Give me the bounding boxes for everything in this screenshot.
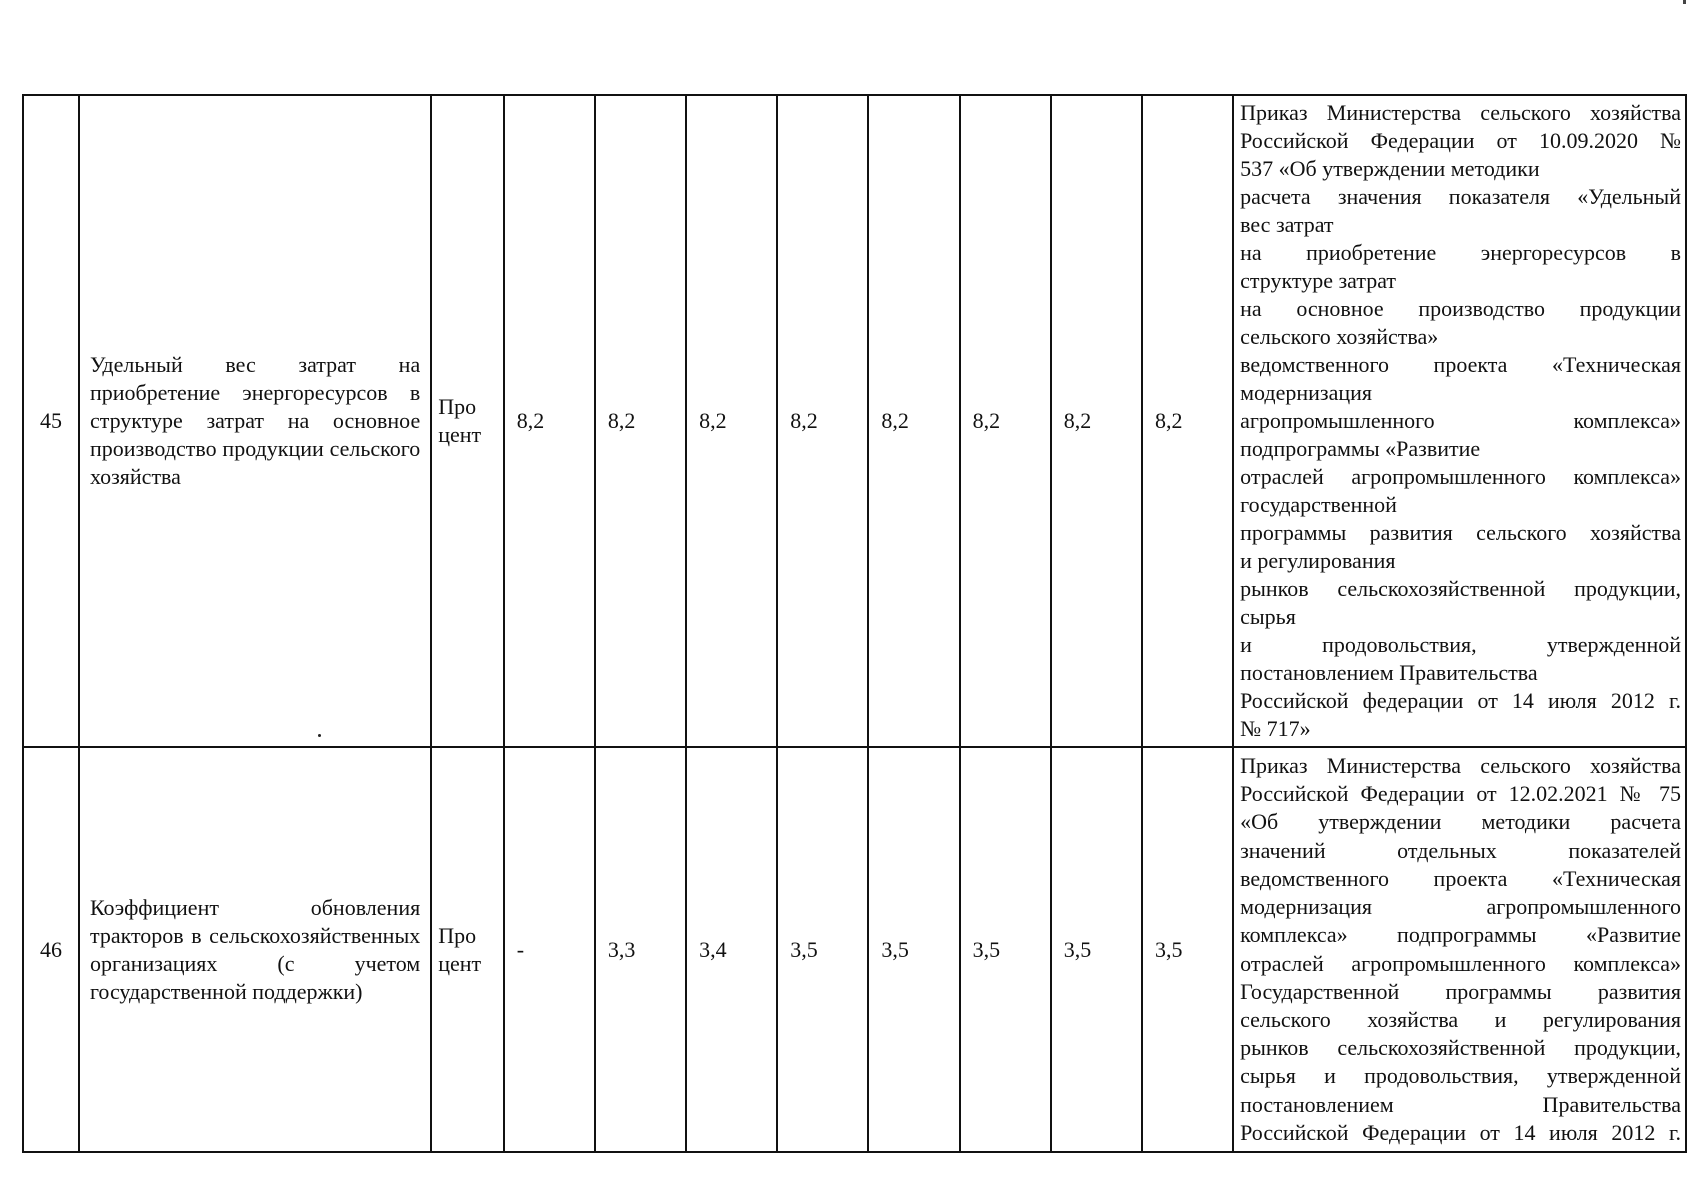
scan-speck [318,734,321,737]
legal-basis-line: Российской Федерации от 10.09.2020 № [1240,128,1681,153]
scan-corner-mark [1683,0,1686,4]
legal-basis-line: Российской Федерации от 12.02.2021 № 75 [1240,781,1681,807]
legal-basis-line: агропромышленного комплекса» [1240,408,1681,433]
legal-basis-line: сельского хозяйства» [1240,324,1439,349]
table-row [23,747,1686,1152]
value-cell: 3,5 [960,747,1051,1152]
table-row [23,95,1686,747]
legal-basis-line: «Об утверждении методики расчета [1240,809,1681,835]
legal-basis-line: программы развития сельского хозяйства [1240,520,1681,545]
legal-basis-line: Российской Федерации от 14 июля 2012 г. [1240,1119,1681,1145]
legal-basis-line: Приказ Министерства сельского хозяйства [1240,753,1681,779]
legal-basis-line: сырья [1240,604,1296,629]
value-cell: 8,2 [1051,95,1142,747]
value-cell: 8,2 [777,95,868,747]
legal-basis-line: значений отдельных показателей [1240,837,1681,863]
legal-basis-line: подпрограммы «Развитие [1240,436,1481,461]
legal-basis-line: 537 «Об утверждении методики [1240,156,1540,181]
value-cell: 3,5 [777,747,868,1152]
legal-basis-line: вес затрат [1240,212,1334,237]
legal-basis-line: и продовольствия, утвержденной [1240,632,1681,657]
legal-basis-line: Российской федерации от 14 июля 2012 г. [1240,688,1681,713]
value-cell: 8,2 [960,95,1051,747]
value-cell: - [504,747,595,1152]
unit-cell: Про цент [431,95,504,747]
value-cell: 3,5 [868,747,959,1152]
legal-basis-line: рынков сельскохозяйственной продукции, [1240,1035,1681,1061]
value-cell: 8,2 [595,95,686,747]
legal-basis-line: на приобретение энергоресурсов в [1240,240,1681,265]
legal-basis-line: структуре затрат [1240,268,1397,293]
value-cell: 8,2 [504,95,595,747]
legal-basis-line: № 717» [1240,716,1311,741]
legal-basis-line: сырья и продовольствия, утвержденной [1240,1063,1681,1089]
value-cell: 3,5 [1142,747,1233,1152]
legal-basis-line: на основное производство продукции [1240,296,1681,321]
legal-basis-line: отраслей агропромышленного комплекса» [1240,464,1681,489]
indicators-table [22,94,1687,1153]
value-cell: 8,2 [868,95,959,747]
value-cell: 3,4 [686,747,777,1152]
legal-basis-line: постановлением Правительства [1240,1091,1681,1117]
legal-basis-line: сельского хозяйства и регулирования [1240,1006,1681,1032]
legal-basis-line: ведомственного проекта «Техническая [1240,865,1681,891]
value-cell: 3,5 [1051,747,1142,1152]
legal-basis-line: модернизация агропромышленного [1240,894,1681,920]
value-cell: 8,2 [686,95,777,747]
legal-basis-line: постановлением Правительства [1240,660,1538,685]
indicator-name: Коэффициент обновления тракторов в сельскохозяйственных организациях (с учетом государственной поддержки) [79,747,431,1152]
value-cell: 3,3 [595,747,686,1152]
legal-basis-line: отраслей агропромышленного комплекса» [1240,950,1681,976]
legal-basis-line: Государственной программы развития [1240,978,1681,1004]
legal-basis-line: комплекса» подпрограммы «Развитие [1240,922,1681,948]
legal-basis-line: государственной [1240,492,1397,517]
legal-basis-cell [1233,747,1686,1152]
unit-cell: Про цент [431,747,504,1152]
legal-basis-line: Приказ Министерства сельского хозяйства [1240,100,1681,125]
row-number: 46 [23,747,79,1152]
legal-basis-line: ведомственного проекта «Техническая [1240,352,1681,377]
row-number: 45 [23,95,79,747]
legal-basis-cell [1233,95,1686,747]
legal-basis-line: модернизация [1240,380,1373,405]
indicator-name: Удельный вес затрат на приобретение энергоресурсов в структуре затрат на основное производство продукции сельского хозяйства [79,95,431,747]
legal-basis-line: и регулирования [1240,548,1396,573]
value-cell: 8,2 [1142,95,1233,747]
legal-basis-line: расчета значения показателя «Удельный [1240,184,1681,209]
legal-basis-line: рынков сельскохозяйственной продукции, [1240,576,1681,601]
